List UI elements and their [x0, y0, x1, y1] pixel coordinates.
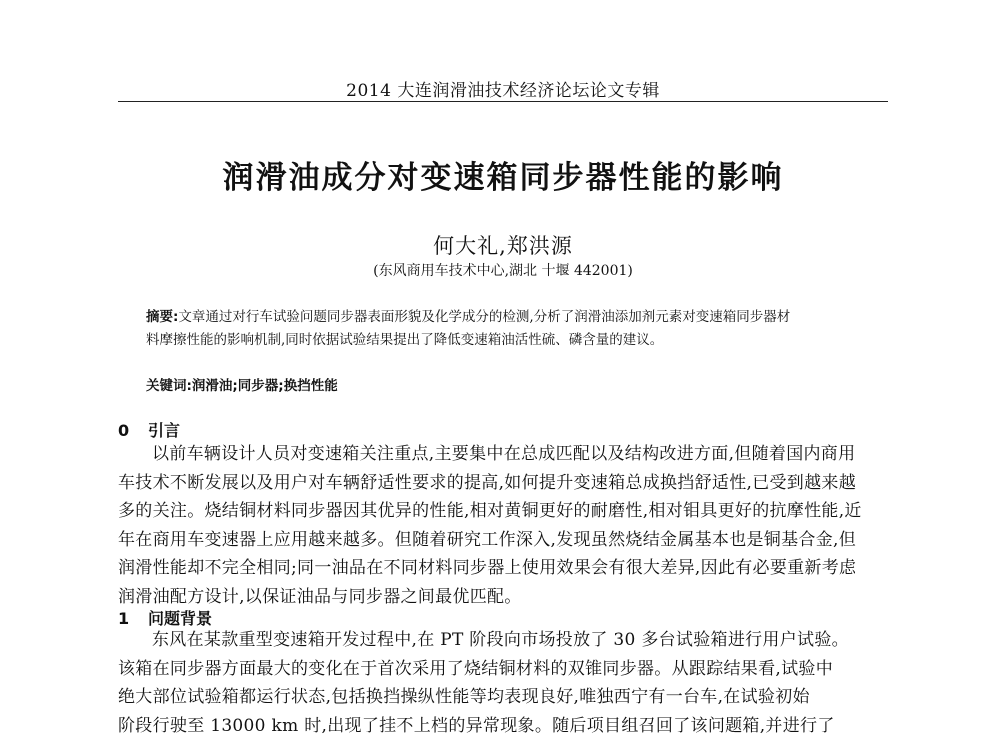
section-body-background — [118, 626, 888, 740]
section-title: 问题背景 — [148, 609, 213, 628]
abstract-text: 文章通过对行车试验问题同步器表面形貌及化学成分的检测,分析了润滑油添加剂元素对变速箱同步器材 — [178, 309, 791, 325]
paragraph-line: 润滑性能却不完全相同;同一油品在不同材料同步器上使用效果会有很大差异,因此有必要重新考虑 — [118, 558, 857, 579]
keywords — [146, 374, 868, 394]
section-title: 引言 — [148, 421, 181, 440]
section-number: 1 — [118, 609, 130, 628]
header-rule — [118, 101, 888, 102]
paper-affiliation: (东风商用车技术中心,湖北 十堰 442001) — [373, 263, 633, 279]
running-header: 2014 大连润滑油技术经济论坛论文专辑 — [346, 81, 660, 101]
paper-authors: 何大礼,郑洪源 — [433, 234, 573, 258]
keywords-text: 润滑油;同步器;换挡性能 — [191, 378, 338, 394]
paragraph-line: 年在商用车变速器上应用越来越多。但随着研究工作深入,发现虽然烧结金属基本也是铜基合金,但 — [118, 529, 857, 550]
paragraph-line: 东风在某款重型变速箱开发过程中,在 PT 阶段向市场投放了 30 多台试验箱进行用户试验。 — [152, 630, 849, 650]
paper-title: 润滑油成分对变速箱同步器性能的影响 — [222, 160, 784, 196]
paragraph-line: 绝大部位试验箱都运行状态,包括换挡操纵性能等均表现良好,唯独西宁有一台车,在试验初始 — [118, 687, 810, 708]
section-number: 0 — [118, 421, 130, 440]
section-body-intro — [118, 440, 888, 612]
keywords-label: 关键词: — [146, 378, 192, 394]
abstract-line — [146, 309, 790, 325]
section-heading-intro — [118, 418, 180, 441]
paragraph-line: 阶段行驶至 13000 km 时,出现了挂不上档的异常现象。随后项目组召回了该问题箱,并进行了 — [118, 715, 835, 736]
abstract — [146, 306, 868, 352]
paragraph-line: 该箱在同步器方面最大的变化在于首次采用了烧结铜材料的双锥同步器。从跟踪结果看,试验中 — [118, 658, 834, 679]
paragraph-line: 润滑油配方设计,以保证油品与同步器之间最优匹配。 — [118, 586, 522, 607]
paragraph-line: 多的关注。烧结铜材料同步器因其优异的性能,相对黄铜更好的耐磨性,相对钼具更好的抗摩性能,近 — [118, 501, 862, 522]
paragraph-line: 车技术不断发展以及用户对车辆舒适性要求的提高,如何提升变速箱总成换挡舒适性,已受到越来越 — [118, 472, 857, 493]
abstract-label: 摘要: — [146, 309, 179, 325]
paragraph-line: 以前车辆设计人员对变速箱关注重点,主要集中在总成匹配以及结构改进方面,但随着国内商用 — [152, 444, 856, 464]
abstract-line: 料摩擦性能的影响机制,同时依据试验结果提出了降低变速箱油活性硫、磷含量的建议。 — [146, 332, 664, 348]
